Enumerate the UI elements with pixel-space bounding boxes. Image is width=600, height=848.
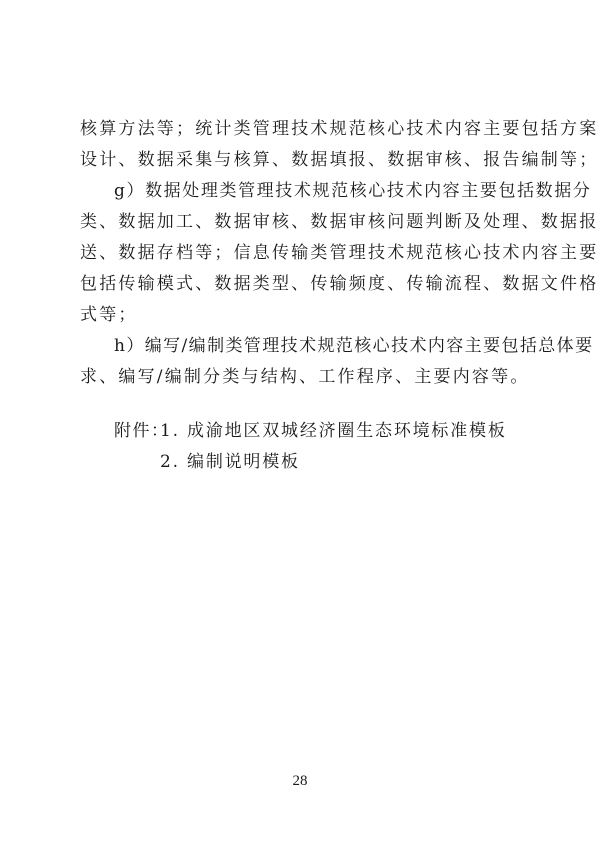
list-item-g-line: g）数据处理类管理技术规范核心技术内容主要包括数据分 (114, 181, 592, 201)
attachment-item: 1. 成渝地区双城经济圈生态环境标准模板 (160, 421, 507, 441)
list-item-g-line: 类、数据加工、数据审核、数据审核问题判断及处理、数据报 (80, 212, 599, 232)
paragraph-line: 核算方法等；统计类管理技术规范核心技术内容主要包括方案 (80, 119, 599, 139)
list-item-h-line: 求、编写/编制分类与结构、工作程序、主要内容等。 (80, 367, 530, 387)
list-item-g-line: 式等； (80, 305, 138, 325)
page-number: 28 (292, 773, 308, 789)
attachment-item: 2. 编制说明模板 (160, 452, 300, 472)
attachments-label: 附件： (114, 421, 170, 441)
list-item-g-line: 包括传输模式、数据类型、传输频度、传输流程、数据文件格 (80, 274, 599, 294)
list-item-g-line: 送、数据存档等；信息传输类管理技术规范核心技术内容主要 (80, 243, 599, 263)
list-item-h-line: h）编写/编制类管理技术规范核心技术内容主要包括总体要 (114, 336, 594, 356)
paragraph-line: 设计、数据采集与核算、数据填报、数据审核、报告编制等； (80, 150, 599, 170)
